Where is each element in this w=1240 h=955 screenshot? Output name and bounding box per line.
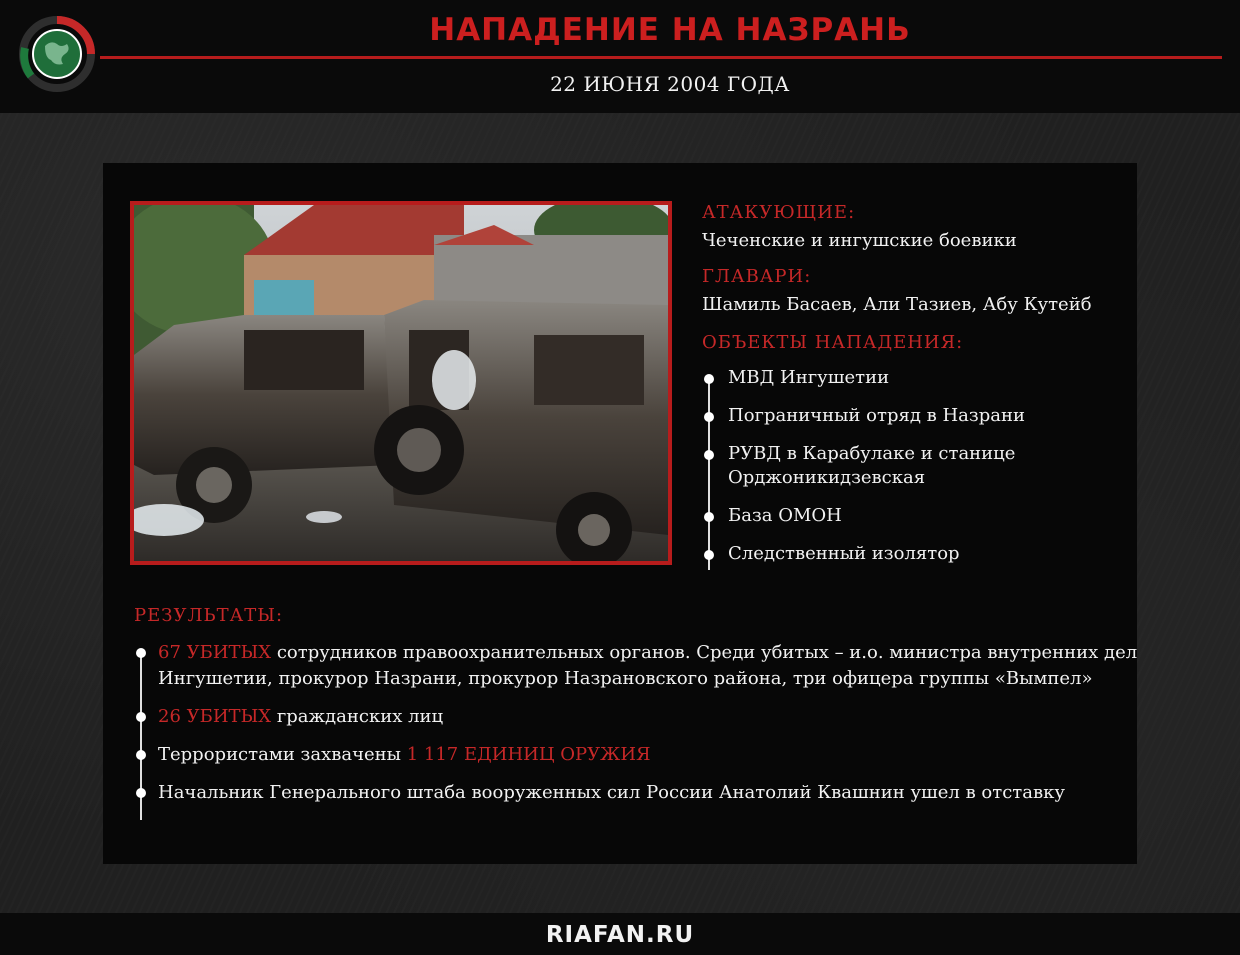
leaders-value: Шамиль Басаев, Али Тазиев, Абу Кутейб xyxy=(702,294,1092,315)
burned-vehicles-photo xyxy=(130,201,672,565)
list-item: МВД Ингушетии xyxy=(702,366,1122,390)
list-item: База ОМОН xyxy=(702,504,1122,528)
results-list xyxy=(134,640,1144,806)
header-bar xyxy=(0,0,1240,113)
weapons-count: 1 117 ЕДИНИЦ ОРУЖИЯ xyxy=(406,744,651,765)
attackers-label: АТАКУЮЩИЕ: xyxy=(702,202,856,223)
event-date: 22 ИЮНЯ 2004 ГОДА xyxy=(550,72,790,96)
result-item-killed-officers xyxy=(134,640,1144,692)
weapons-text: Террористами захвачены xyxy=(158,744,407,765)
page-title: НАПАДЕНИЕ НА НАЗРАНЬ xyxy=(429,12,911,48)
killed-officers-text: сотрудников правоохранительных органов. Среди убитых – и.о. министра внутренних дел Ингушетии, прокурор Назрани, прокурор Назрановского района, три офицера группы «Вымпел» xyxy=(158,642,1138,689)
title-divider xyxy=(100,56,1222,59)
site-name: RIAFAN.RU xyxy=(545,922,695,948)
killed-officers-count: 67 УБИТЫХ xyxy=(158,642,272,663)
attackers-value: Чеченские и ингушские боевики xyxy=(702,230,1017,251)
footer-bar xyxy=(0,913,1240,955)
targets-list xyxy=(702,366,1122,566)
results-label: РЕЗУЛЬТАТЫ: xyxy=(134,605,284,626)
killed-civilians-count: 26 УБИТЫХ xyxy=(158,706,272,727)
leaders-label: ГЛАВАРИ: xyxy=(702,266,812,287)
result-item-resignation: Начальник Генерального штаба вооруженных сил России Анатолий Квашнин ушел в отставку xyxy=(134,780,1144,806)
targets-label: ОБЪЕКТЫ НАПАДЕНИЯ: xyxy=(702,332,964,353)
result-item-killed-civilians xyxy=(134,704,1144,730)
list-item: Пограничный отряд в Назрани xyxy=(702,404,1122,428)
list-item: Следственный изолятор xyxy=(702,542,1122,566)
list-item: РУВД в Карабулаке и станице Орджоникидзевская xyxy=(702,442,1042,490)
killed-civilians-text: гражданских лиц xyxy=(271,706,444,727)
result-item-weapons xyxy=(134,742,1144,768)
